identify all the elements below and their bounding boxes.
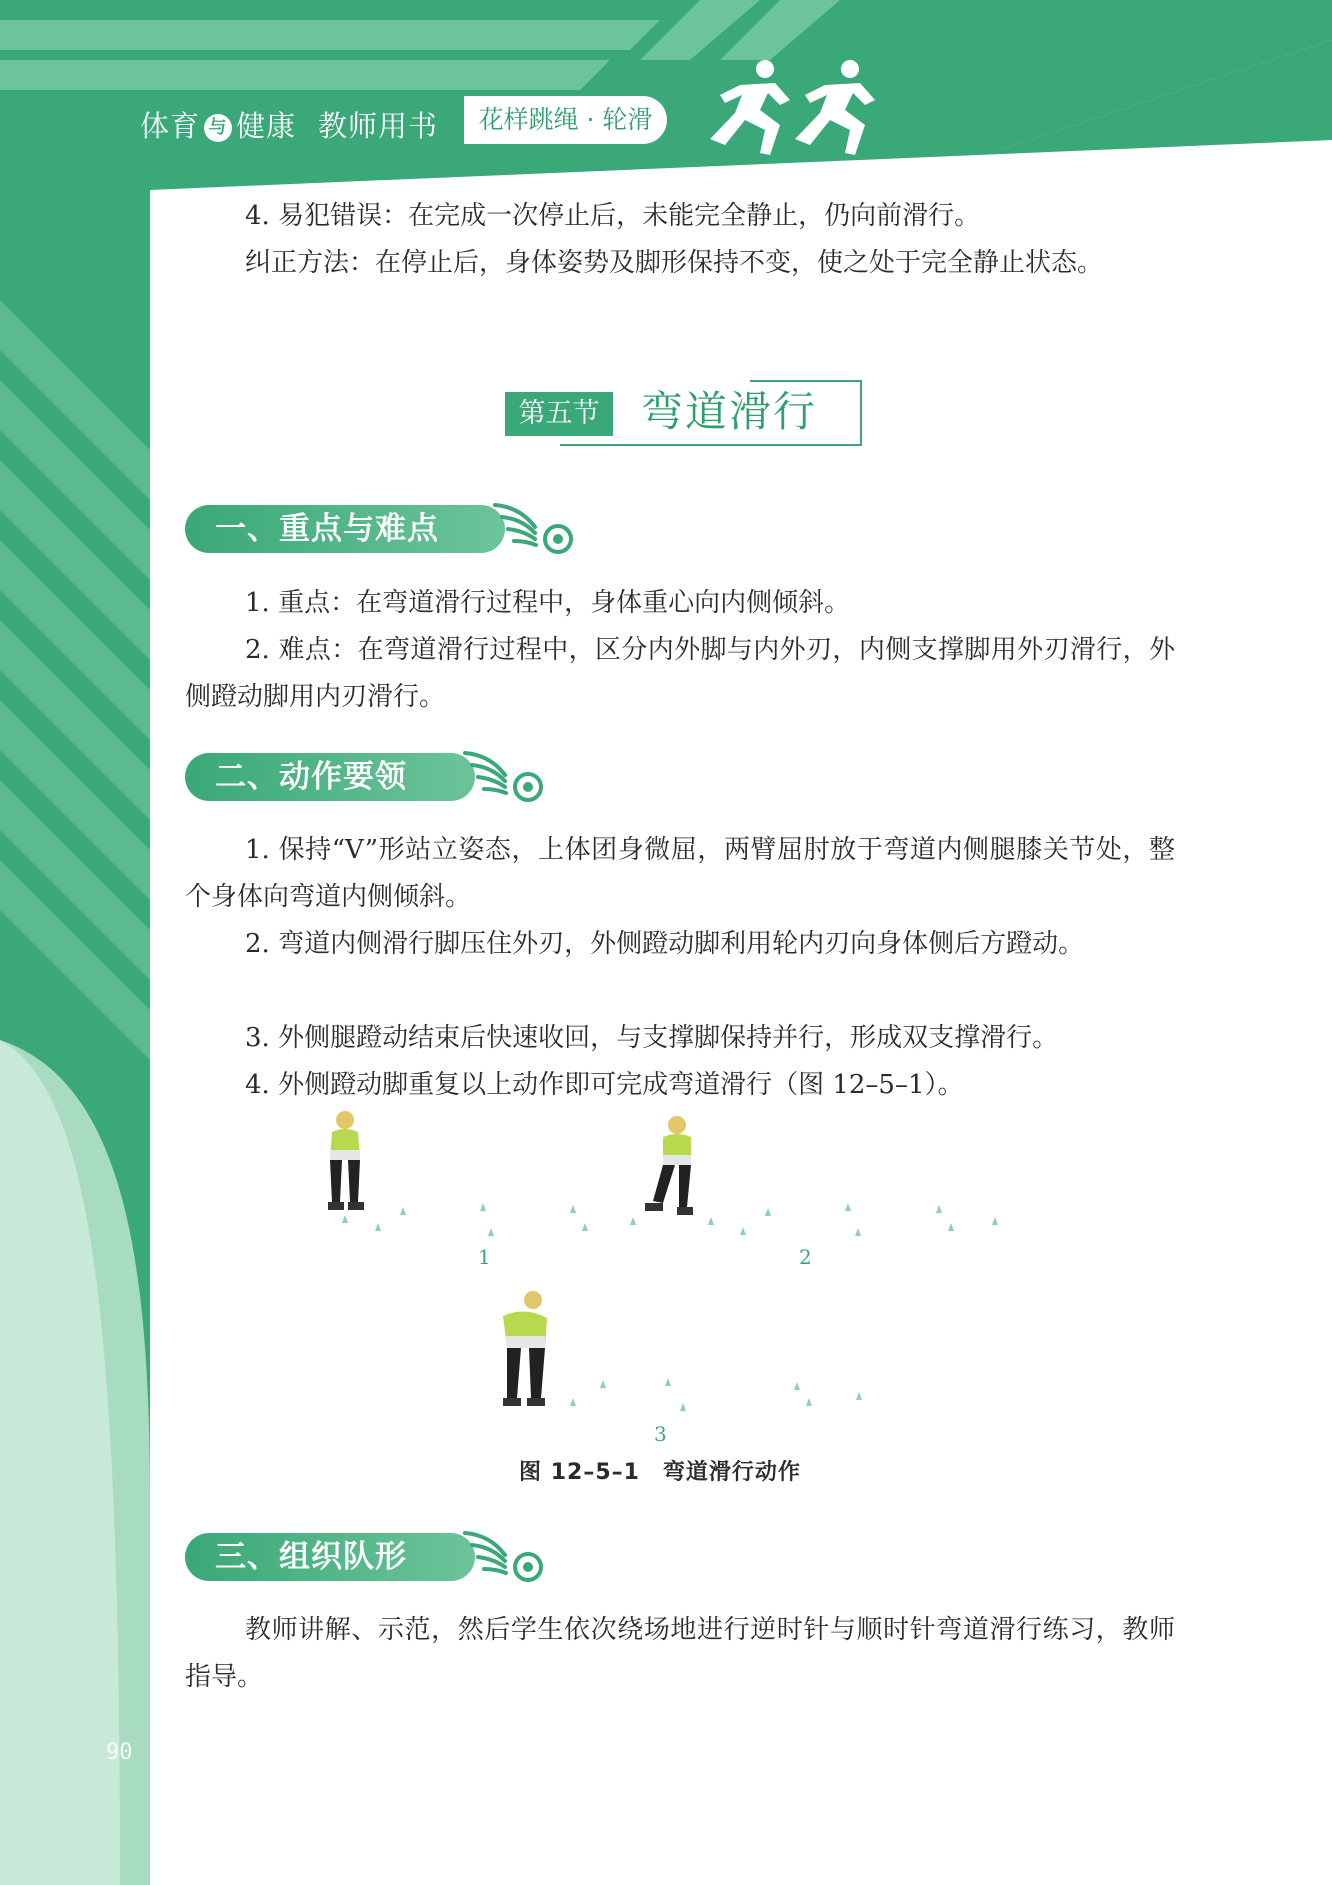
cone bbox=[708, 1217, 714, 1225]
figure-label-2: 2 bbox=[799, 1245, 812, 1269]
cone bbox=[740, 1227, 746, 1235]
cone bbox=[806, 1398, 812, 1406]
cone bbox=[600, 1380, 606, 1388]
cone bbox=[992, 1217, 998, 1225]
title-left: 体育 bbox=[140, 109, 201, 143]
left-decorative-strip bbox=[0, 0, 150, 1885]
section-number-tag: 第五节 bbox=[505, 392, 613, 436]
skater-photo-1 bbox=[320, 1110, 370, 1220]
heading-text: 一、重点与难点 bbox=[215, 511, 439, 547]
cone bbox=[488, 1228, 494, 1236]
runners-icon bbox=[680, 55, 880, 165]
cone bbox=[856, 1392, 862, 1400]
cone bbox=[936, 1205, 942, 1213]
heading-text: 三、组织队形 bbox=[215, 1539, 407, 1575]
cone bbox=[680, 1403, 686, 1411]
cone bbox=[630, 1217, 636, 1225]
chapter-tag: 花样跳绳 · 轮滑 bbox=[464, 96, 667, 144]
figure-label-1: 1 bbox=[478, 1245, 491, 1269]
skating-figure bbox=[300, 1110, 1020, 1450]
skater-photo-3 bbox=[495, 1290, 555, 1415]
wing-target-icon bbox=[490, 497, 580, 561]
wing-target-icon bbox=[460, 1525, 550, 1589]
book-title bbox=[140, 104, 438, 145]
section-title bbox=[505, 380, 860, 446]
technique-paragraph-4: 4. 外侧蹬动脚重复以上动作即可完成弯道滑行（图 12–5–1）。 bbox=[245, 1070, 964, 1100]
cone bbox=[855, 1228, 861, 1236]
page-number: 90 bbox=[106, 1740, 133, 1765]
cone bbox=[480, 1203, 486, 1211]
organization-paragraph: 教师讲解、示范，然后学生依次绕场地进行逆时针与顺时针弯道滑行练习，教师指导。 bbox=[185, 1615, 1175, 1692]
heading-text: 二、动作要领 bbox=[215, 759, 407, 795]
difficulty-paragraph: 2. 难点：在弯道滑行过程中，区分内外脚与内外刃，内侧支撑脚用外刃滑行，外侧蹬动脚用内刃滑行。 bbox=[185, 635, 1175, 712]
cone bbox=[765, 1208, 771, 1216]
heading-key-points bbox=[185, 505, 575, 553]
skater-photo-2 bbox=[645, 1115, 705, 1225]
heading-organization bbox=[185, 1533, 545, 1581]
title-right: 健康 bbox=[236, 109, 297, 143]
cone bbox=[948, 1223, 954, 1231]
intro-paragraph-2: 纠正方法：在停止后，身体姿势及脚形保持不变，使之处于完全静止状态。 bbox=[245, 248, 1104, 278]
cone bbox=[582, 1223, 588, 1231]
technique-paragraph-2: 2. 弯道内侧滑行脚压住外刃，外侧蹬动脚利用轮内刃向身体侧后方蹬动。 bbox=[245, 929, 1085, 959]
intro-paragraph-1: 4. 易犯错误：在完成一次停止后，未能完全静止，仍向前滑行。 bbox=[245, 201, 981, 231]
section-name: 弯道滑行 bbox=[641, 387, 818, 436]
cone bbox=[794, 1382, 800, 1390]
cone bbox=[570, 1205, 576, 1213]
cone bbox=[375, 1223, 381, 1231]
technique-paragraph-1: 1. 保持“V”形站立姿态，上体团身微屈，两臂屈肘放于弯道内侧腿膝关节处，整个身体向弯道内侧倾斜。 bbox=[185, 835, 1175, 912]
technique-paragraph-3: 3. 外侧腿蹬动结束后快速收回，与支撑脚保持并行，形成双支撑滑行。 bbox=[245, 1023, 1059, 1053]
heading-technique bbox=[185, 753, 545, 801]
title-mid-badge: 与 bbox=[204, 114, 232, 142]
cone bbox=[845, 1203, 851, 1211]
cone bbox=[342, 1215, 348, 1223]
header-banner bbox=[0, 0, 1332, 200]
figure-label-3: 3 bbox=[654, 1422, 667, 1446]
key-point-paragraph: 1. 重点：在弯道滑行过程中，身体重心向内侧倾斜。 bbox=[245, 588, 851, 618]
wing-target-icon bbox=[460, 745, 550, 809]
cone bbox=[570, 1398, 576, 1406]
cone bbox=[665, 1378, 671, 1386]
book-subtitle: 教师用书 bbox=[318, 109, 439, 143]
cone bbox=[400, 1207, 406, 1215]
figure-caption: 图 12–5–1 弯道滑行动作 bbox=[519, 1460, 801, 1485]
